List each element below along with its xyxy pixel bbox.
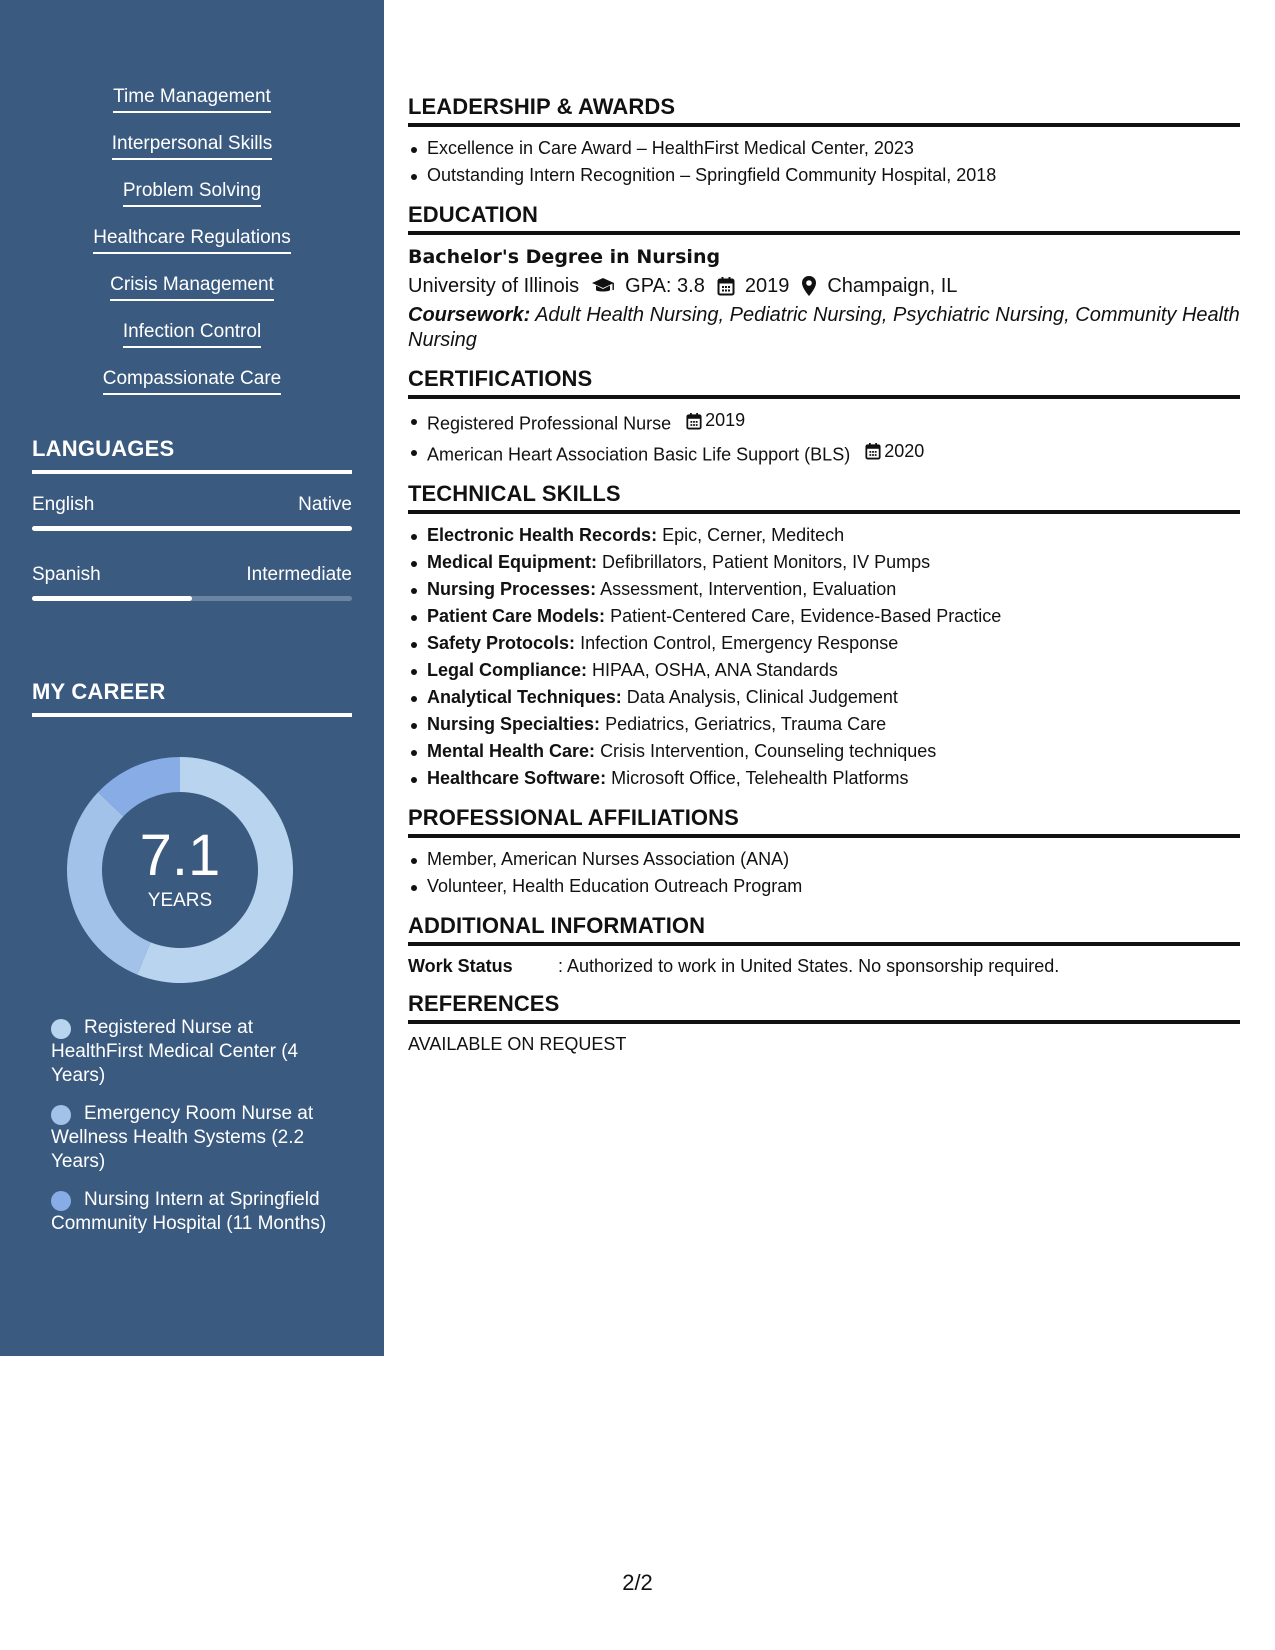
skill-value: Patient-Centered Care, Evidence-Based Practice — [610, 606, 1002, 626]
career-legend — [51, 1016, 331, 1250]
career-item-text: Emergency Room Nurse at Wellness Health Systems (2.2 Years) — [51, 1103, 314, 1172]
career-item — [51, 1102, 331, 1174]
skill-label: Nursing Processes: — [427, 579, 597, 599]
skill-value: Crisis Intervention, Counseling techniques — [600, 741, 937, 761]
proficiency-bar — [32, 526, 352, 531]
skill-row — [408, 738, 1240, 765]
skill-row — [408, 657, 1240, 684]
skill-label: Electronic Health Records: — [427, 525, 658, 545]
skill-value: Epic, Cerner, Meditech — [662, 525, 845, 545]
proficiency-fill — [32, 596, 192, 601]
section-title: REFERENCES — [408, 991, 1240, 1024]
skill-item: Infection Control — [123, 321, 261, 348]
career-heading: MY CAREER — [32, 679, 352, 717]
proficiency-fill — [32, 526, 352, 531]
skill-label: Legal Compliance: — [427, 660, 588, 680]
calendar-icon — [686, 412, 702, 430]
skill-label: Patient Care Models: — [427, 606, 606, 626]
skill-value: Microsoft Office, Telehealth Platforms — [611, 768, 909, 788]
school-location: Champaign, IL — [827, 275, 958, 297]
skill-label: Analytical Techniques: — [427, 687, 622, 707]
skill-row — [408, 684, 1240, 711]
career-item — [51, 1016, 331, 1088]
graduation-cap-icon — [591, 277, 615, 295]
references-section — [408, 991, 1240, 1056]
graduation-year: 2019 — [744, 275, 790, 297]
certification-year: 2019 — [705, 410, 746, 430]
skill-item: Crisis Management — [110, 274, 274, 301]
certification-name: Registered Professional Nurse — [427, 413, 672, 434]
coursework-label: Coursework: — [408, 304, 531, 326]
skill-label: Nursing Specialties: — [427, 714, 601, 734]
legend-dot — [51, 1191, 71, 1211]
proficiency-bar — [32, 596, 352, 601]
additional-info-section — [408, 913, 1240, 978]
main-content — [408, 94, 1240, 1069]
affiliations-section — [408, 805, 1240, 900]
skill-value: HIPAA, OSHA, ANA Standards — [592, 660, 838, 680]
skill-value: Data Analysis, Clinical Judgement — [626, 687, 898, 707]
work-status — [408, 954, 1240, 978]
skill-item: Problem Solving — [123, 180, 261, 207]
language-level: Intermediate — [246, 564, 352, 585]
affiliation-item: Member, American Nurses Association (ANA) — [408, 846, 1240, 873]
language-name: Spanish — [32, 564, 101, 585]
references-text: AVAILABLE ON REQUEST — [408, 1034, 627, 1054]
skill-value: Defibrillators, Patient Monitors, IV Pumps — [602, 552, 931, 572]
legend-dot — [51, 1105, 71, 1125]
certification-item — [408, 407, 1240, 438]
skill-row — [408, 765, 1240, 792]
certification-year: 2020 — [884, 440, 925, 461]
skill-row — [408, 522, 1240, 549]
certification-item — [408, 438, 1240, 469]
career-total-unit: YEARS — [147, 890, 213, 911]
gpa: GPA: 3.8 — [625, 275, 705, 297]
affiliation-item: Volunteer, Health Education Outreach Program — [408, 873, 1240, 900]
section-title: ADDITIONAL INFORMATION — [408, 913, 1240, 946]
skill-label: Healthcare Software: — [427, 768, 607, 788]
award-item: Outstanding Intern Recognition – Springfield Community Hospital, 2018 — [408, 162, 1240, 189]
skill-value: Assessment, Intervention, Evaluation — [600, 579, 897, 599]
skill-row — [408, 630, 1240, 657]
section-title: EDUCATION — [408, 202, 1240, 235]
skill-row — [408, 576, 1240, 603]
leadership-section — [408, 94, 1240, 189]
work-status-label: Work Status — [408, 956, 513, 976]
language-level: Native — [298, 494, 352, 515]
section-title: PROFESSIONAL AFFILIATIONS — [408, 805, 1240, 838]
language-spanish — [32, 564, 352, 601]
skill-label: Safety Protocols: — [427, 633, 576, 653]
technical-skills-section — [408, 481, 1240, 792]
award-item: Excellence in Care Award – HealthFirst Medical Center, 2023 — [408, 135, 1240, 162]
education-section — [408, 202, 1240, 353]
location-pin-icon — [801, 275, 817, 297]
education-details — [408, 271, 1240, 301]
career-donut-chart — [66, 756, 294, 984]
career-total-value: 7.1 — [139, 823, 221, 888]
skill-item: Interpersonal Skills — [112, 133, 273, 160]
section-title: CERTIFICATIONS — [408, 366, 1240, 399]
certification-name: American Heart Association Basic Life Support (BLS) — [427, 444, 851, 464]
degree-title: Bachelor's Degree in Nursing — [408, 246, 721, 268]
language-name: English — [32, 494, 95, 515]
work-status-value: : Authorized to work in United States. No sponsorship required. — [558, 956, 1060, 976]
skill-item: Time Management — [113, 86, 271, 113]
skill-label: Mental Health Care: — [427, 741, 596, 761]
languages-heading: LANGUAGES — [32, 436, 352, 474]
section-title: TECHNICAL SKILLS — [408, 481, 1240, 514]
calendar-icon — [865, 442, 881, 460]
legend-dot — [51, 1019, 71, 1039]
skills-list — [0, 86, 384, 415]
school-name: University of Illinois — [408, 275, 580, 297]
coursework-list: Adult Health Nursing, Pediatric Nursing, Psychiatric Nursing, Community Health Nursing — [408, 304, 1240, 351]
section-title: LEADERSHIP & AWARDS — [408, 94, 1240, 127]
skill-label: Medical Equipment: — [427, 552, 598, 572]
coursework — [408, 303, 1240, 353]
sidebar — [0, 0, 384, 1356]
career-item-text: Registered Nurse at HealthFirst Medical Center (4 Years) — [51, 1017, 299, 1086]
skill-row — [408, 549, 1240, 576]
skill-row — [408, 603, 1240, 630]
skill-value: Infection Control, Emergency Response — [580, 633, 899, 653]
skill-item: Compassionate Care — [103, 368, 281, 395]
calendar-icon — [717, 276, 735, 296]
certifications-section — [408, 366, 1240, 468]
skill-item: Healthcare Regulations — [93, 227, 291, 254]
language-english — [32, 494, 352, 531]
skill-row — [408, 711, 1240, 738]
skill-value: Pediatrics, Geriatrics, Trauma Care — [605, 714, 887, 734]
page-number: 2/2 — [622, 1570, 653, 1595]
career-item — [51, 1188, 331, 1236]
career-item-text: Nursing Intern at Springfield Community Hospital (11 Months) — [51, 1189, 327, 1234]
